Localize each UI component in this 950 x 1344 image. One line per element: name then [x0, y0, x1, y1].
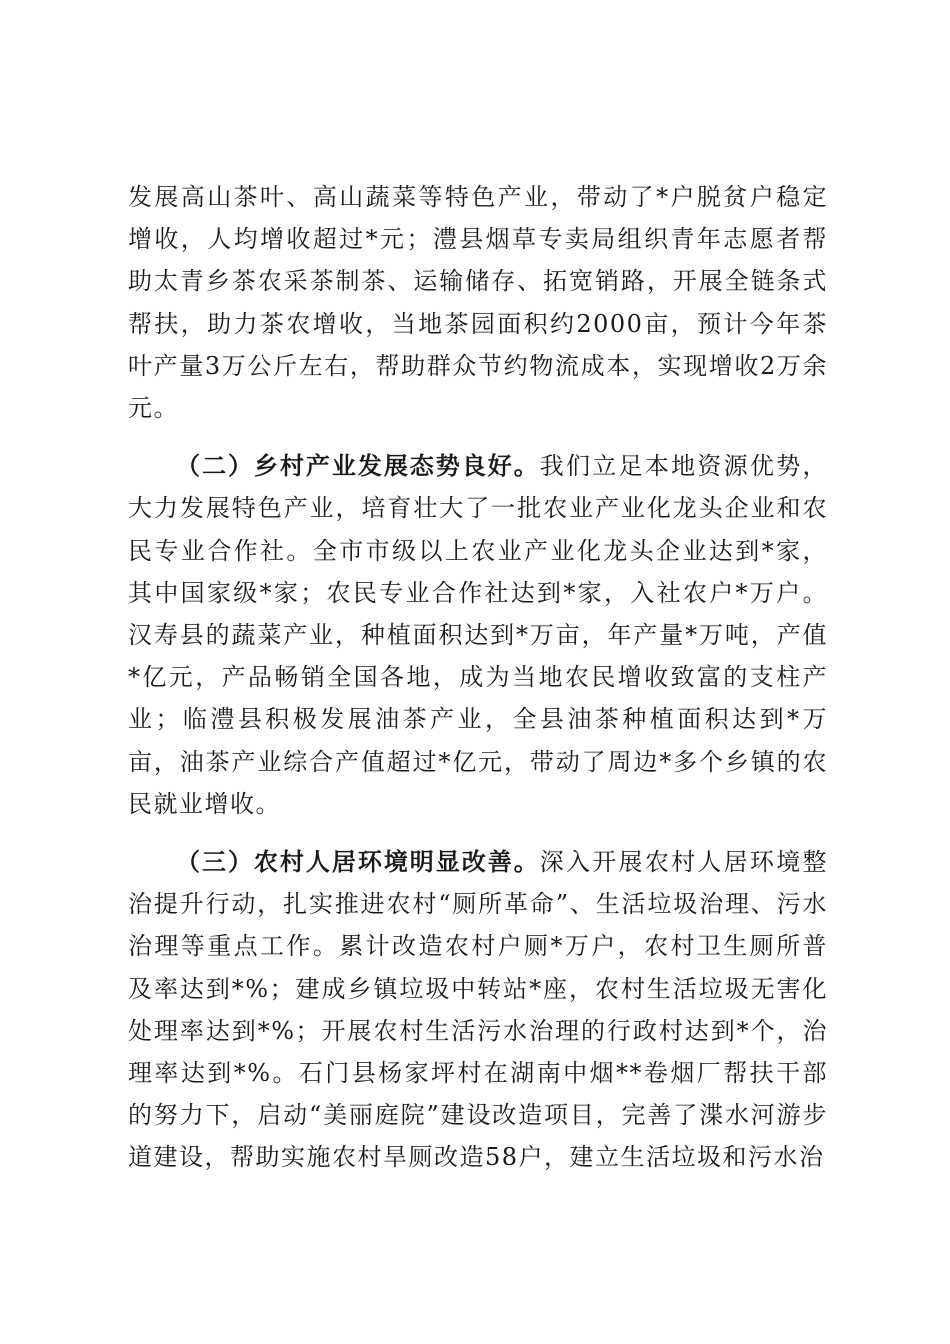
document-body	[128, 176, 828, 1179]
section-heading-living-environment: （三）农村人居环境明显改善。	[176, 848, 540, 877]
paragraph-text: 我们立足本地资源优势，大力发展特色产业，培育壮大了一批农业产业化龙头企业和农民专业合作社。全市市级以上农业产业化龙头企业达到*家，其中国家级*家；农民专业合作社达到*家，入社农户*万户。汉寿县的蔬菜产业，种植面积达到*万亩，年产量*万吨，产值*亿元，产品畅销全国各地，成为当地农民增收致富的支柱产业；临澧县积极发展油茶产业，全县油茶种植面积达到*万亩，油茶产业综合产值超过*亿元，带动了周边*多个乡镇的农民就业增收。	[128, 452, 828, 818]
paragraph-living-environment	[128, 841, 828, 1179]
paragraph-text: 深入开展农村人居环境整治提升行动，扎实推进农村“厕所革命”、生活垃圾治理、污水治理等重点工作。累计改造农村户厕*万户，农村卫生厕所普及率达到*%；建成乡镇垃圾中转站*座，农村生活垃圾无害化处理率达到*%；开展农村生活污水治理的行政村达到*个，治理率达到*%。石门县杨家坪村在湖南中烟**卷烟厂帮扶干部的努力下，启动“美丽庭院”建设改造项目，完善了渫水河游步道建设，帮助实施农村旱厕改造58户，建立生活垃圾和污水治	[128, 848, 828, 1172]
section-heading-rural-industry: （二）乡村产业发展态势良好。	[176, 452, 540, 481]
paragraph-continuation	[128, 176, 828, 429]
paragraph-rural-industry	[128, 445, 828, 825]
paragraph-text: 发展高山茶叶、高山蔬菜等特色产业，带动了*户脱贫户稳定增收，人均增收超过*元；澧县烟草专卖局组织青年志愿者帮助太青乡茶农采茶制茶、运输储存、拓宽销路，开展全链条式帮扶，助力茶农增收，当地茶园面积约2000亩，预计今年茶叶产量3万公斤左右，帮助群众节约物流成本，实现增收2万余元。	[128, 183, 828, 423]
